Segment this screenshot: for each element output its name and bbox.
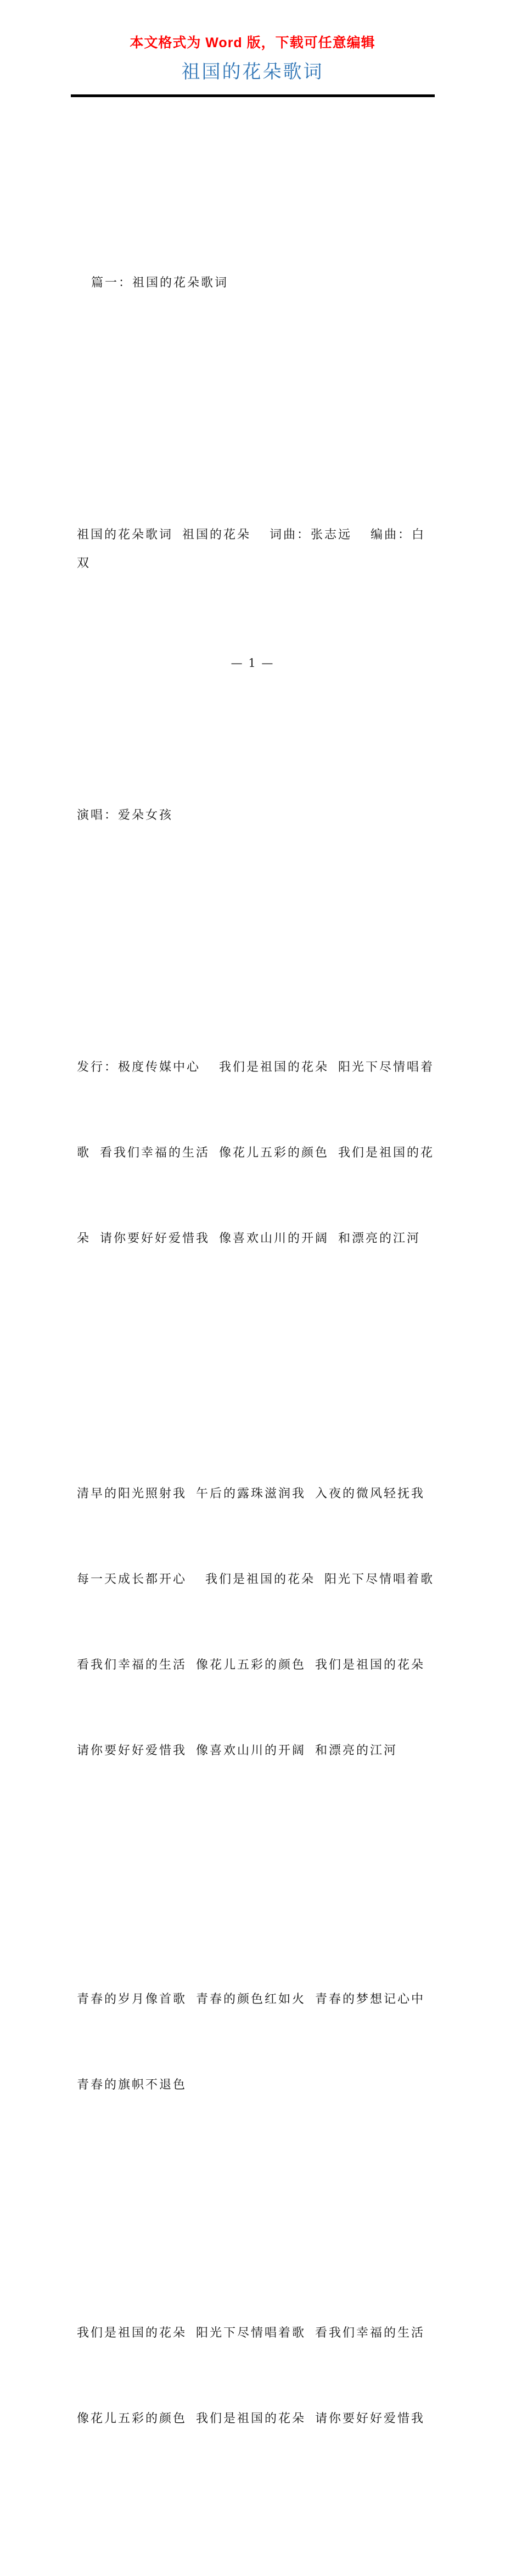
- paragraph-performer: [77, 744, 435, 887]
- text-line: 发行：极度传媒中心 我们是祖国的花朵 阳光下尽情唱着: [77, 1060, 434, 1074]
- paragraph-section-heading: [77, 212, 435, 355]
- text-line: 青春的岁月像首歌 青春的颜色红如火 青春的梦想记心中: [77, 1993, 425, 2006]
- text-line: 我们是祖国的花朵 阳光下尽情唱着歌 看我们幸福的生活: [77, 2326, 425, 2340]
- paragraph-verse-3: [77, 1928, 435, 2157]
- document-title: 祖国的花朵歌词: [181, 61, 324, 83]
- document-body: [77, 97, 435, 2576]
- text-line: 青春的旗帜不退色: [77, 2078, 187, 2092]
- page-number: — 1 —: [231, 656, 274, 670]
- format-notice: 本文格式为 Word 版，下载可任意编辑: [130, 35, 375, 50]
- text-line: 祖国的花朵歌词 祖国的花朵 词曲：张志远 编曲：白双: [77, 528, 425, 570]
- text-line: 演唱：爱朵女孩: [77, 809, 173, 822]
- text-line: 清早的阳光照射我 午后的露珠滋润我 入夜的微风轻抚我: [77, 1487, 425, 1501]
- text-line: 每一天成长都开心 我们是祖国的花朵 阳光下尽情唱着歌: [77, 1573, 434, 1586]
- paragraph-verse-2: [77, 1423, 435, 1822]
- text-line: 像花儿五彩的颜色 我们是祖国的花朵 请你要好好爱惜我: [77, 2412, 425, 2426]
- paragraph-song-credits: [77, 464, 435, 635]
- text-line: 歌 看我们幸福的生活 像花儿五彩的颜色 我们是祖国的花: [77, 1146, 434, 1160]
- text-line: 朵 请你要好好爱惜我 像喜欢山川的开阔 和漂亮的江河: [77, 1232, 420, 1245]
- paragraph-publisher-verse: [77, 996, 435, 1310]
- text-line: 看我们幸福的生活 像花儿五彩的颜色 我们是祖国的花朵: [77, 1658, 425, 1672]
- paragraph-verse-4: [77, 2262, 435, 2490]
- page-footer: [0, 656, 505, 670]
- text-line: 请你要好好爱惜我 像喜欢山川的开阔 和漂亮的江河: [77, 1744, 397, 1758]
- text-line: 篇一：祖国的花朵歌词: [91, 276, 229, 290]
